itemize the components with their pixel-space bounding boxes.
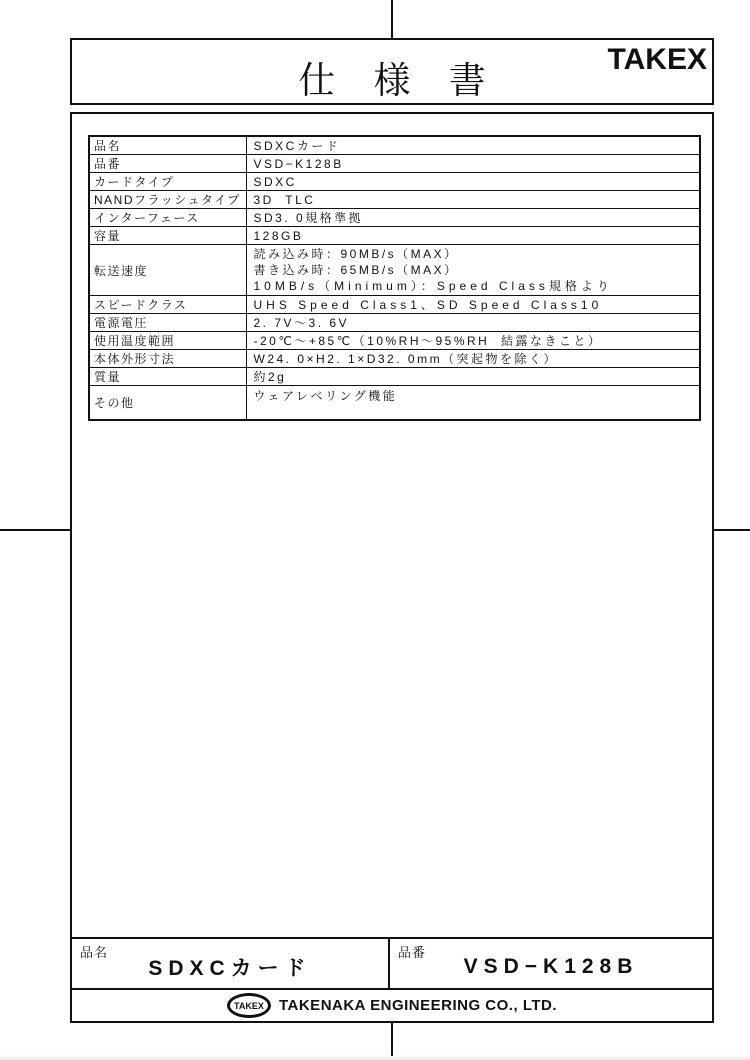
table-row bbox=[89, 314, 700, 332]
spec-label: 容量 bbox=[89, 227, 246, 245]
takex-oval-logo-text: TAKEX bbox=[234, 1000, 264, 1011]
crop-mark-right bbox=[713, 529, 750, 531]
spec-label: NANDフラッシュタイプ bbox=[89, 191, 246, 209]
spec-value: W24. 0×H2. 1×D32. 0mm（突起物を除く） bbox=[246, 350, 700, 368]
spec-value-line: 書き込み時：65MB/s（MAX） bbox=[253, 263, 459, 277]
summary-name-label: 品名 bbox=[80, 945, 109, 960]
takex-wordmark: TAKEX bbox=[607, 43, 707, 76]
summary-number-value: VSD−K128B bbox=[463, 954, 639, 978]
summary-number-cell bbox=[390, 939, 712, 988]
summary-name-value: SDXCカード bbox=[148, 956, 312, 980]
spec-value-line: 10MB/s（Minimum）：Speed Class規格より bbox=[253, 279, 613, 293]
spec-label: 本体外形寸法 bbox=[89, 350, 246, 368]
table-row bbox=[89, 368, 700, 386]
spec-value: VSD−K128B bbox=[246, 155, 700, 173]
spec-value bbox=[246, 245, 700, 296]
spec-label: 転送速度 bbox=[89, 245, 246, 296]
spec-label: 品名 bbox=[89, 136, 246, 155]
company-name: TAKENAKA ENGINEERING CO., LTD. bbox=[278, 997, 558, 1014]
scan-edge-shadow bbox=[0, 1055, 750, 1060]
table-row bbox=[89, 227, 700, 245]
crop-mark-bottom bbox=[391, 1023, 393, 1056]
table-row bbox=[89, 209, 700, 227]
summary-name-cell bbox=[72, 939, 390, 988]
table-row bbox=[89, 173, 700, 191]
crop-mark-top bbox=[391, 0, 393, 38]
spec-label: 品番 bbox=[89, 155, 246, 173]
crop-mark-left bbox=[0, 529, 71, 531]
spec-table bbox=[88, 135, 701, 421]
spec-value: SDXCカード bbox=[246, 136, 700, 155]
body-frame bbox=[70, 112, 714, 1023]
table-row bbox=[89, 155, 700, 173]
spec-value: -20℃～+85℃（10%RH～95%RH 結露なきこと） bbox=[246, 332, 700, 350]
spec-value-line: 読み込み時：90MB/s（MAX） bbox=[253, 247, 459, 261]
spec-value: ウェアレベリング機能 bbox=[246, 386, 700, 420]
footer-row bbox=[72, 988, 712, 1021]
takex-oval-logo bbox=[227, 993, 271, 1018]
spec-value: 3D TLC bbox=[246, 191, 700, 209]
spec-label: その他 bbox=[89, 386, 246, 420]
spec-value: SDXC bbox=[246, 173, 700, 191]
spec-label: 使用温度範囲 bbox=[89, 332, 246, 350]
document-title: 仕 様 書 bbox=[298, 60, 500, 101]
table-row bbox=[89, 245, 700, 296]
spec-value: UHS Speed Class1、SD Speed Class10 bbox=[246, 296, 700, 314]
spec-value: 128GB bbox=[246, 227, 700, 245]
spec-label: インターフェース bbox=[89, 209, 246, 227]
summary-row bbox=[72, 937, 712, 988]
table-row bbox=[89, 296, 700, 314]
spec-value: 2. 7V～3. 6V bbox=[246, 314, 700, 332]
table-row bbox=[89, 332, 700, 350]
spec-label: スピードクラス bbox=[89, 296, 246, 314]
table-row bbox=[89, 386, 700, 420]
spec-label: 質量 bbox=[89, 368, 246, 386]
table-row bbox=[89, 191, 700, 209]
spec-label: カードタイプ bbox=[89, 173, 246, 191]
spec-label: 電源電圧 bbox=[89, 314, 246, 332]
summary-number-label: 品番 bbox=[398, 945, 427, 960]
table-row bbox=[89, 136, 700, 155]
table-row bbox=[89, 350, 700, 368]
spec-value: 約2g bbox=[246, 368, 700, 386]
title-box bbox=[70, 38, 714, 105]
spec-value: SD3. 0規格準拠 bbox=[246, 209, 700, 227]
